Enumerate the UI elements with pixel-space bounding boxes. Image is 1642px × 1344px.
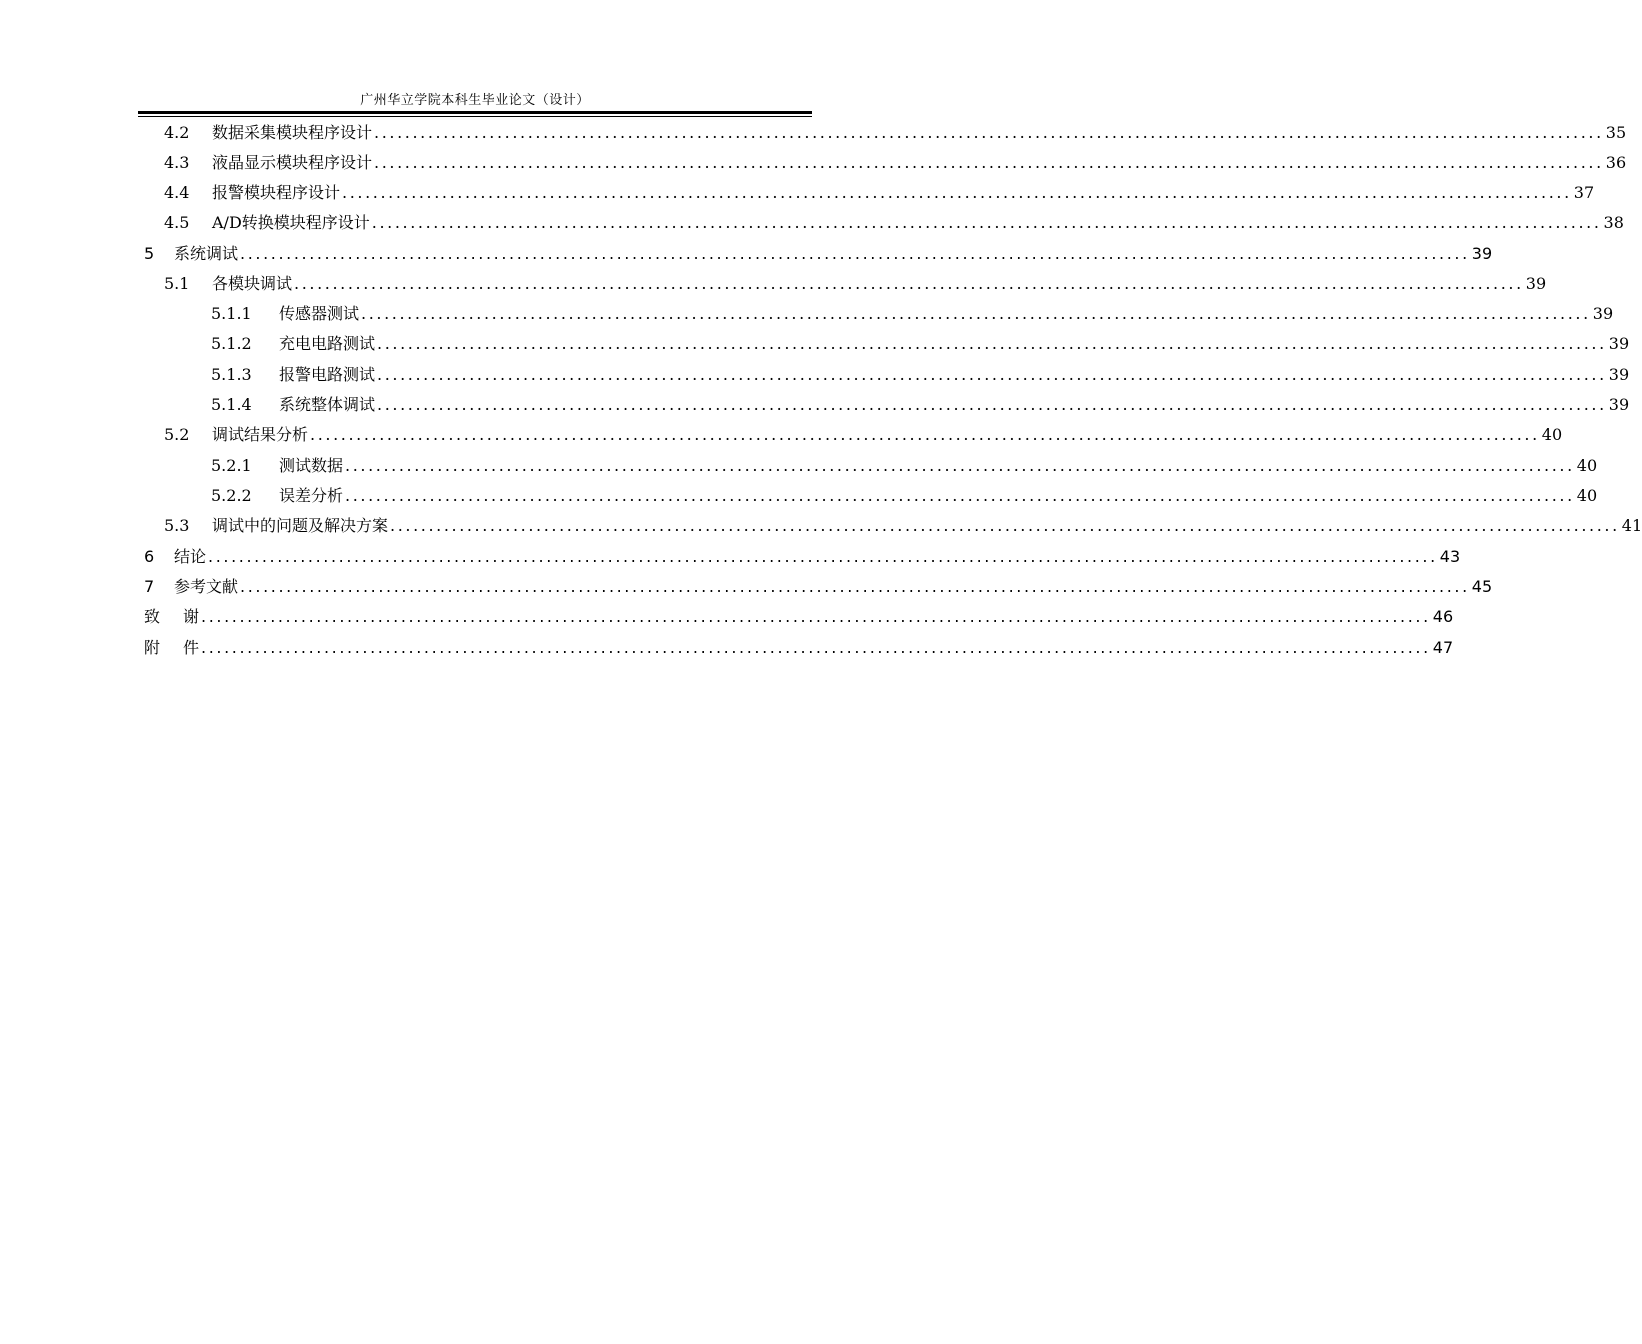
toc-entry[interactable]	[164, 513, 1642, 539]
toc-entry-title: 液晶显示模块程序设计	[212, 153, 373, 172]
header-rule-thin	[138, 116, 812, 117]
toc-entry-page: 41	[1621, 516, 1642, 535]
toc-entry-page: 37	[1573, 183, 1595, 202]
toc-entry[interactable]	[144, 574, 1493, 600]
toc-entry[interactable]	[211, 453, 1598, 479]
toc-entry-title: 数据采集模块程序设计	[212, 123, 373, 142]
toc-leader-dots: ................................................................................................................................................................	[240, 577, 1470, 596]
toc-entry-title: 报警模块程序设计	[212, 183, 341, 202]
toc-entry-page: 39	[1608, 395, 1630, 414]
toc-entry-number: 致	[144, 607, 161, 626]
toc-entry-page: 39	[1608, 334, 1630, 353]
toc-entry-number: 6	[144, 547, 155, 566]
toc-entry-number: 5.1.2	[211, 334, 252, 353]
toc-entry[interactable]	[211, 392, 1630, 418]
toc-entry-title: 误差分析	[279, 486, 344, 505]
toc-entry-title: 调试结果分析	[212, 425, 309, 444]
toc-entry-title: 充电电路测试	[279, 334, 376, 353]
toc-leader-dots: ................................................................................................................................................................	[371, 213, 1602, 232]
toc-entry-title: 测试数据	[279, 456, 344, 475]
toc-entry-page: 47	[1432, 638, 1454, 657]
toc-entry-number: 7	[144, 577, 155, 596]
toc-entry-title: 系统整体调试	[279, 395, 376, 414]
toc-entry-title: 结论	[174, 547, 207, 566]
header-rule-thick	[138, 111, 812, 114]
page-header: 广州华立学院本科生毕业论文（设计）	[360, 93, 590, 108]
toc-entry[interactable]	[211, 301, 1614, 327]
toc-leader-dots: ................................................................................................................................................................	[377, 334, 1607, 353]
toc-entry-number: 5.1.4	[211, 395, 252, 414]
toc-leader-dots: ................................................................................................................................................................	[390, 516, 1620, 535]
toc-entry-page: 39	[1608, 365, 1630, 384]
toc-entry[interactable]	[164, 150, 1627, 176]
toc-entry[interactable]	[211, 483, 1598, 509]
toc-entry[interactable]	[211, 362, 1630, 388]
toc-entry-title: 参考文献	[174, 577, 239, 596]
toc-leader-dots: ................................................................................................................................................................	[361, 304, 1591, 323]
toc-entry-title: 报警电路测试	[279, 365, 376, 384]
toc-entry-page: 39	[1592, 304, 1614, 323]
toc-entry[interactable]	[164, 120, 1627, 146]
toc-entry-title: 传感器测试	[279, 304, 360, 323]
toc-entry[interactable]	[164, 422, 1563, 448]
toc-leader-dots: ................................................................................................................................................................	[201, 638, 1431, 657]
toc-leader-dots: ................................................................................................................................................................	[201, 607, 1431, 626]
toc-entry-number: 4.4	[164, 183, 190, 202]
toc-entry-number: 5.3	[164, 516, 190, 535]
toc-leader-dots: ................................................................................................................................................................	[208, 547, 1438, 566]
toc-entry[interactable]	[144, 241, 1493, 267]
toc-entry-page: 38	[1603, 213, 1624, 232]
toc-entry[interactable]	[144, 604, 1454, 630]
toc-leader-dots: ................................................................................................................................................................	[374, 123, 1604, 142]
toc-entry-number: 5.1.3	[211, 365, 252, 384]
toc-leader-dots: ................................................................................................................................................................	[377, 365, 1607, 384]
toc-entry[interactable]	[211, 331, 1630, 357]
toc-entry-title: A/D转换模块程序设计	[212, 213, 370, 232]
toc-leader-dots: ................................................................................................................................................................	[345, 486, 1575, 505]
toc-entry-page: 39	[1471, 244, 1493, 263]
toc-entry-number: 5.2	[164, 425, 190, 444]
toc-entry-title: 调试中的问题及解决方案	[212, 516, 389, 535]
toc-leader-dots: ................................................................................................................................................................	[342, 183, 1572, 202]
toc-entry-number: 4.2	[164, 123, 190, 142]
toc-entry-number: 5.2.1	[211, 456, 252, 475]
toc-entry-number: 4.3	[164, 153, 190, 172]
toc-entry-title: 各模块调试	[212, 274, 293, 293]
toc-entry-page: 40	[1541, 425, 1563, 444]
toc-entry-page: 39	[1525, 274, 1547, 293]
toc-entry-page: 46	[1432, 607, 1454, 626]
toc-entry-title: 件	[183, 638, 200, 657]
toc-entry-page: 40	[1576, 486, 1598, 505]
toc-entry-page: 40	[1576, 456, 1598, 475]
toc-entry[interactable]	[144, 544, 1461, 570]
toc-entry[interactable]	[164, 271, 1547, 297]
toc-entry-page: 36	[1605, 153, 1627, 172]
toc-entry-title: 谢	[183, 607, 200, 626]
toc-leader-dots: ................................................................................................................................................................	[294, 274, 1524, 293]
toc-leader-dots: ................................................................................................................................................................	[374, 153, 1604, 172]
toc-leader-dots: ................................................................................................................................................................	[377, 395, 1607, 414]
toc-entry-number: 5	[144, 244, 155, 263]
toc-entry-number: 附	[144, 638, 161, 657]
toc-entry-number: 5.2.2	[211, 486, 252, 505]
toc-leader-dots: ................................................................................................................................................................	[345, 456, 1575, 475]
toc-entry-number: 5.1.1	[211, 304, 252, 323]
toc-entry[interactable]	[144, 635, 1454, 661]
toc-leader-dots: ................................................................................................................................................................	[310, 425, 1540, 444]
toc-entry[interactable]	[164, 180, 1595, 206]
toc-leader-dots: ................................................................................................................................................................	[240, 244, 1470, 263]
toc-entry-page: 35	[1605, 123, 1627, 142]
toc-entry-number: 5.1	[164, 274, 190, 293]
toc-entry-page: 43	[1439, 547, 1461, 566]
toc-entry[interactable]	[164, 210, 1624, 236]
toc-entry-number: 4.5	[164, 213, 190, 232]
toc-entry-page: 45	[1471, 577, 1493, 596]
toc-entry-title: 系统调试	[174, 244, 239, 263]
